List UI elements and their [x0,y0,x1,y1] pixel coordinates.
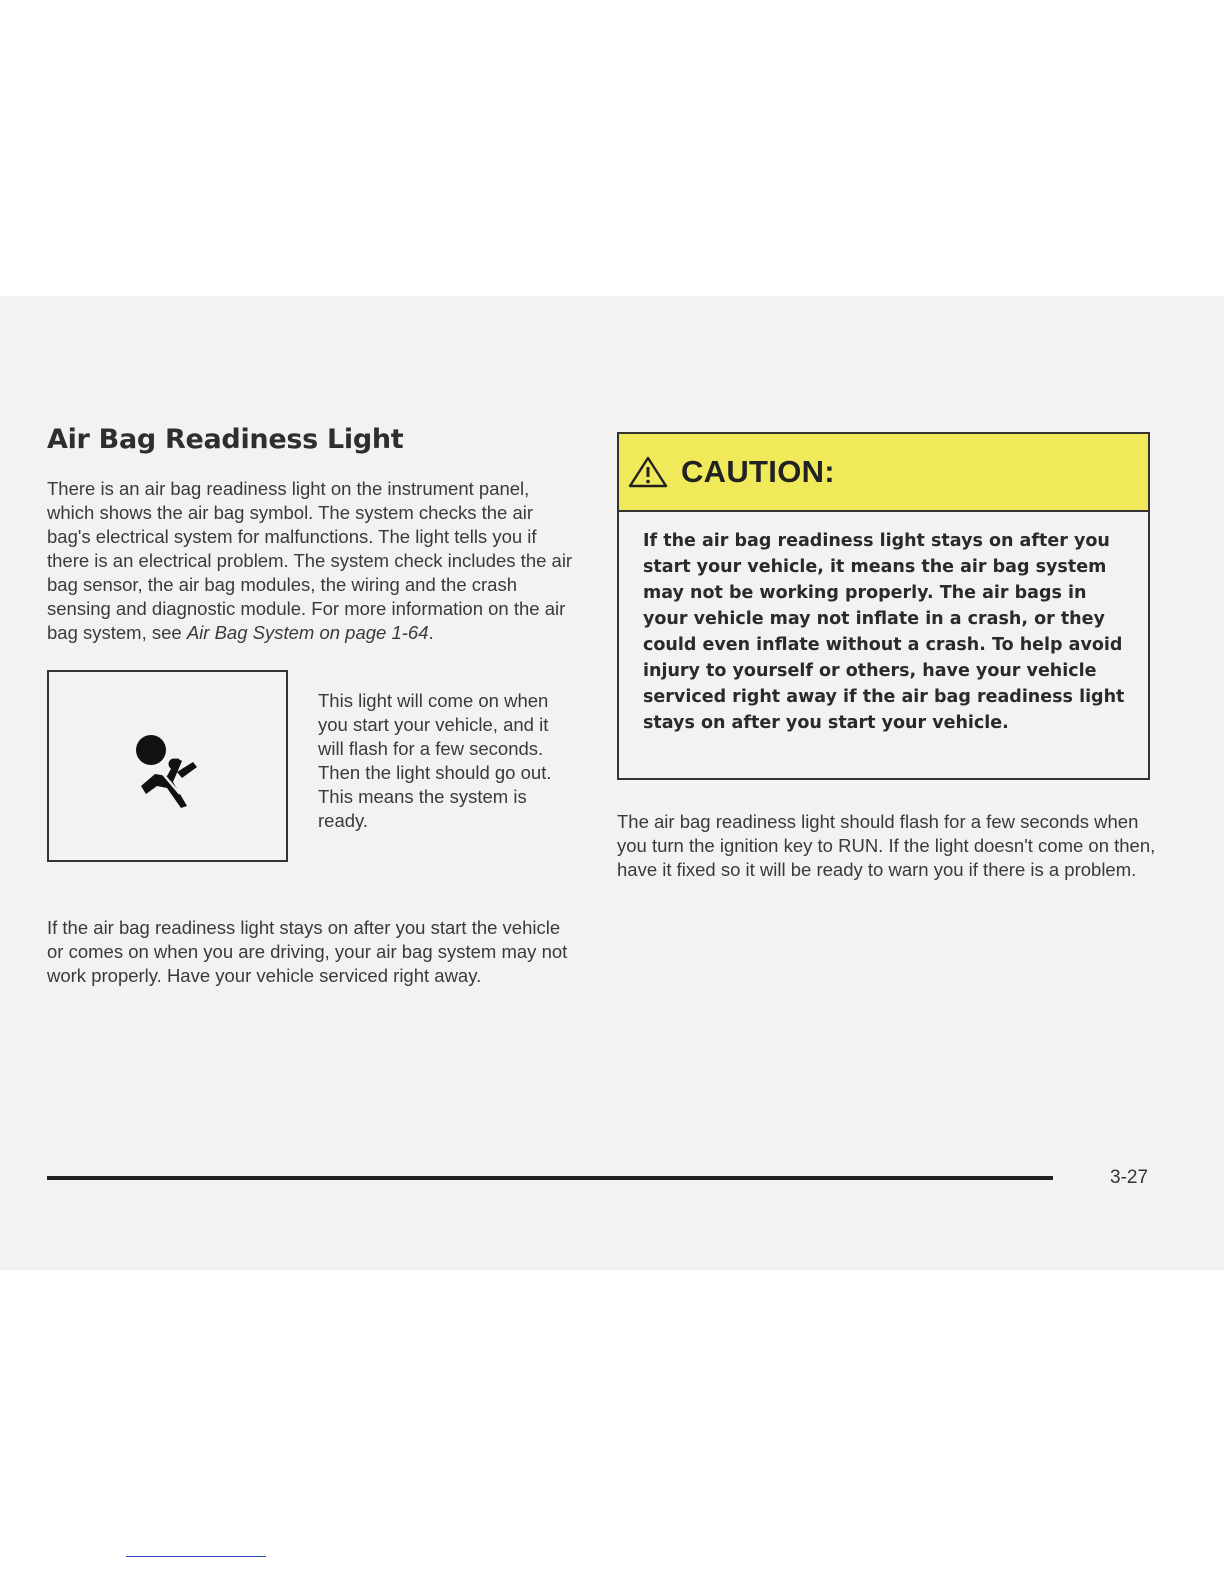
airbag-symbol-box [47,670,288,862]
link-underline [126,1556,266,1557]
intro-text: There is an air bag readiness light on the instrument panel, which shows the air bag symbol. The system checks the air bag's electrical system for malfunctions. The light tells you if there is an electrical problem. The system check includes the air bag sensor, the air bag modules, the wiring and the crash sensing and diagnostic module. For more information on the air bag system, see [47,478,573,643]
caution-title: CAUTION: [681,454,835,489]
after-start-paragraph: If the air bag readiness light stays on after you start the vehicle or comes on when you are driving, your air bag system may not work properly. Have your vehicle serviced right away. [47,917,568,986]
airbag-icon [133,728,211,810]
footer-rule [47,1176,1053,1180]
intro-paragraph [47,477,577,645]
caution-header [619,434,1148,512]
cross-reference-link[interactable]: Air Bag System on page 1-64 [186,622,429,643]
caution-body: If the air bag readiness light stays on after you start your vehicle, it means the air bag system may not be working properly. The air bags in your vehicle may not inflate in a crash, or they could even inflate without a crash. To help avoid injury to yourself or others, have your vehicle serviced right away if the air bag readiness light stays on after you start your vehicle. [643,531,1125,733]
warning-triangle-icon [625,452,671,492]
caution-box [617,432,1150,780]
page-number: 3-27 [1110,1167,1149,1188]
intro-text-end: . [428,622,434,643]
light-description: This light will come on when you start your vehicle, and it will flash for a few seconds. Then the light should go out. This means the system is ready. [318,690,552,831]
section-heading: Air Bag Readiness Light [47,424,404,455]
flash-note-paragraph: The air bag readiness light should flash for a few seconds when you turn the ignition key to RUN. If the light doesn't come on then, have it fixed so it will be ready to warn you if there is a problem. [617,811,1156,880]
